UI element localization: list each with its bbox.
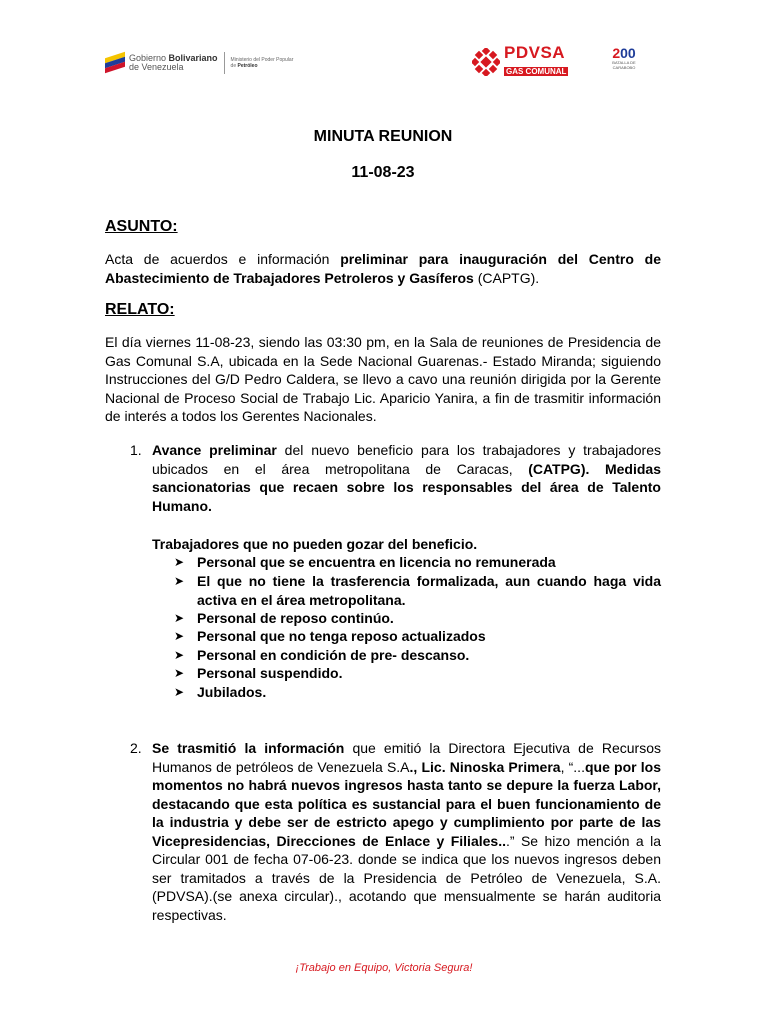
- government-name: Gobierno Bolivariano de Venezuela: [129, 53, 218, 72]
- document-title: MINUTA REUNION: [313, 128, 453, 145]
- pdvsa-logo: [472, 44, 568, 79]
- ministry-name: Ministerio del Poder Popular de Petróleo: [230, 57, 294, 69]
- relato-text: El día viernes 11-08-23, siendo las 03:30 pm, en la Sala de reuniones de Presidencia de Gas Comunal S.A, ubicada en la Sede Nacional Guarenas.- Estado Miranda; siguiendo Instrucciones del G/D Pedro Caldera, se llevo a cavo una reunión dirigida por la Gerente Nacional de Proceso Social de Trabajo Lic. Aparicio Yanira, a fin de trasmitir información de interés a todos los Gerentes Nacionales.: [105, 334, 661, 424]
- arrow-bullet-icon: ➤: [174, 611, 185, 625]
- pdvsa-sun-icon: [472, 48, 500, 76]
- bullet-item: Jubilados.: [197, 684, 267, 700]
- government-logo: [105, 52, 301, 74]
- bullet-item: Personal en condición de pre- descanso.: [197, 647, 470, 663]
- footer-slogan: ¡Trabajo en Equipo, Victoria Segura!: [295, 962, 473, 974]
- bullet-item: Personal suspendido.: [197, 665, 343, 681]
- item-number: 1.: [130, 442, 142, 458]
- arrow-bullet-icon: ➤: [174, 555, 185, 569]
- item-1-subheading: Trabajadores que no pueden gozar del beneficio.: [152, 536, 478, 552]
- document-date: 11-08-23: [351, 164, 415, 181]
- bullet-item: Personal de reposo continúo.: [197, 610, 394, 626]
- arrow-bullet-icon: ➤: [174, 685, 185, 699]
- asunto-text: Acta de acuerdos e información preliminar para inauguración del Centro de Abastecimiento de Trabajadores Petroleros y Gasíferos (CAPTG).: [105, 251, 661, 286]
- gas-comunal-label: GAS COMUNAL: [506, 67, 567, 76]
- pdvsa-name: PDVSA: [504, 43, 566, 62]
- arrow-bullet-icon: ➤: [174, 648, 185, 662]
- asunto-heading: ASUNTO:: [105, 218, 178, 235]
- bullet-item: Personal que no tenga reposo actualizados: [197, 628, 486, 644]
- item-1-text: Avance preliminar del nuevo beneficio para los trabajadores y trabajadores ubicados en el área metropolitana de Caracas, (CATPG). Medidas sancionatorias que recaen sobre los responsables del área de Talento Humano.: [152, 442, 661, 514]
- arrow-bullet-icon: ➤: [174, 666, 185, 680]
- bullet-item: El que no tiene la trasferencia formalizada, aun cuando haga vida activa en el área metropolitana.: [197, 573, 661, 608]
- letterhead: [0, 0, 768, 110]
- item-number: 2.: [130, 740, 142, 756]
- bullet-item: Personal que se encuentra en licencia no remunerada: [197, 554, 556, 570]
- arrow-bullet-icon: ➤: [174, 574, 185, 588]
- logo-divider: [224, 52, 225, 74]
- relato-heading: RELATO:: [105, 301, 175, 318]
- arrow-bullet-icon: ➤: [174, 629, 185, 643]
- item-2-text: Se trasmitió la información que emitió la Directora Ejecutiva de Recursos Humanos de petróleos de Venezuela S.A., Lic. Ninoska Primera, “...que por los momentos no habrá nuevos ingresos hasta tanto se depure la fuerza Labor, destacando que esta política es sustancial para el buen funcionamiento de la industria y debe ser de estricto apego y cumplimiento por parte de las Vicepresidencias, Direcciones de Enlace y Filiales...” Se hizo mención a la Circular 001 de fecha 07-06-23. donde se indica que los nuevos ingresos deben ser tramitados a través de la Presidencia de Petróleo de Venezuela, S.A. (PDVSA).(se anexa circular)., acotando que mensualmente se harán auditoria respectivas.: [152, 740, 662, 923]
- venezuela-flag-icon: [105, 55, 125, 71]
- bicentenario-logo: 200 BATALLA DE CARABOBO: [612, 45, 636, 70]
